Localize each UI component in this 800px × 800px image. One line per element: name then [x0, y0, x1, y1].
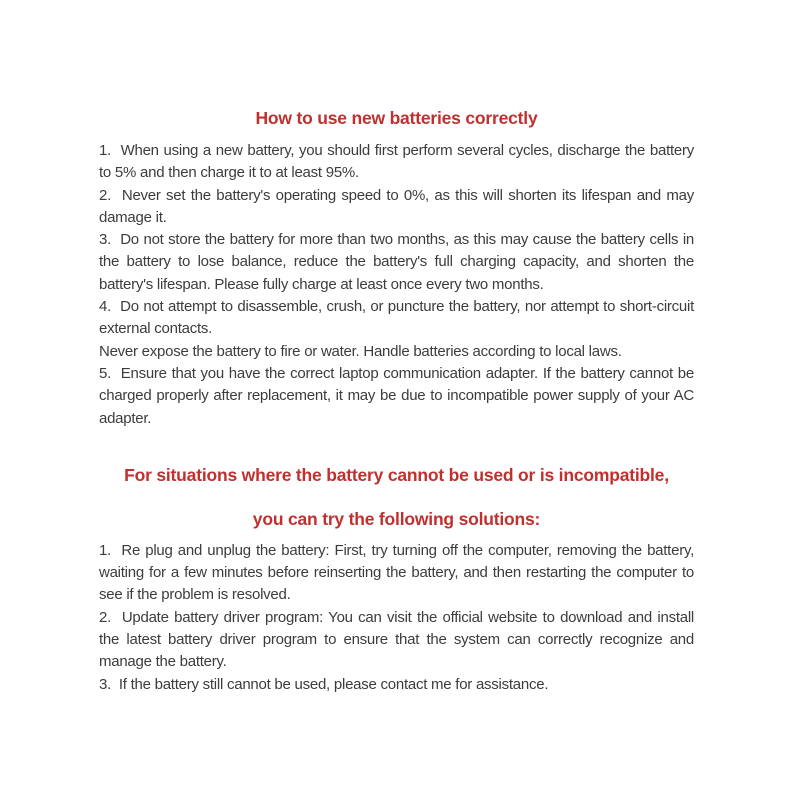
document-title: How to use new batteries correctly	[255, 108, 538, 128]
usage-instruction-item-3: 3. Do not store the battery for more than two months, as this may cause the battery cells in the battery to lose balance, reduce the battery's full charging capacity, and shorten the battery's lifespan. Please fully charge at least once every two months.	[99, 231, 694, 293]
solution-item-1: 1. Re plug and unplug the battery: First, try turning off the computer, removing the battery, waiting for a few minutes before reinserting the battery, and then restarting the computer to see if the problem is resolved.	[99, 541, 694, 604]
solutions-section	[99, 540, 694, 696]
usage-instruction-note: Never expose the battery to fire or water. Handle batteries according to local laws.	[99, 342, 622, 360]
usage-instructions-section	[99, 140, 694, 430]
usage-instruction-item-5: 5. Ensure that you have the correct laptop communication adapter. If the battery cannot be charged properly after replacement, it may be due to incompatible power supply of your AC adapter.	[99, 364, 694, 427]
usage-instruction-item-4: 4. Do not attempt to disassemble, crush, or puncture the battery, nor attempt to short-circuit external contacts.	[99, 298, 694, 338]
troubleshooting-heading-line2: you can try the following solutions:	[252, 508, 541, 529]
troubleshooting-heading-line1: For situations where the battery cannot be used or is incompatible,	[124, 464, 669, 485]
solution-item-2: 2. Update battery driver program: You can visit the official website to download and install the latest battery driver program to ensure that the system can correctly recognize and manage the battery.	[99, 608, 694, 671]
usage-instruction-item-2: 2. Never set the battery's operating speed to 0%, as this will shorten its lifespan and may damage it.	[99, 186, 694, 226]
solution-item-3: 3. If the battery still cannot be used, please contact me for assistance.	[99, 675, 549, 693]
usage-instruction-item-1: 1. When using a new battery, you should first perform several cycles, discharge the battery to 5% and then charge it to at least 95%.	[99, 142, 694, 182]
